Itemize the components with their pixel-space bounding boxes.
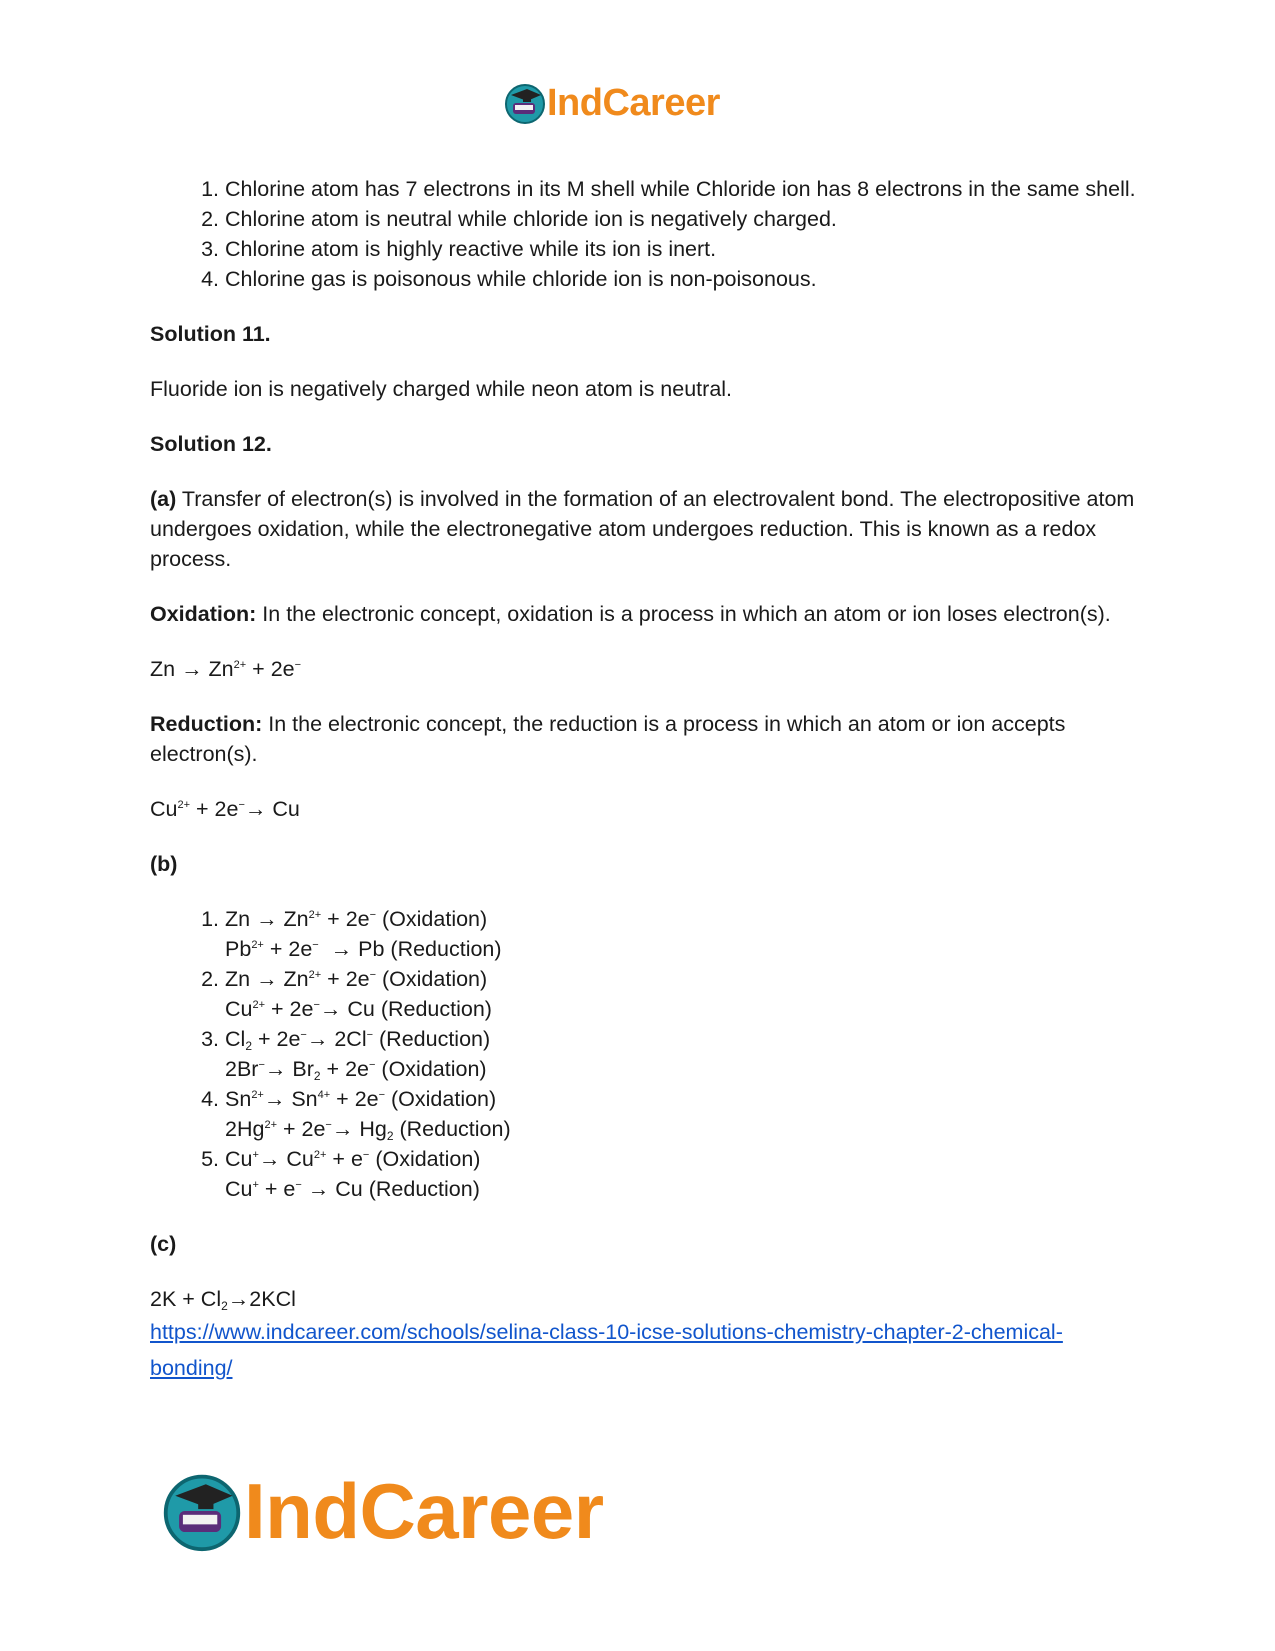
chlorine-comparison-list xyxy=(150,174,1140,294)
brand-name: IndCareer xyxy=(244,1467,604,1555)
list-item: 4. Chlorine gas is poisonous while chloride ion is non-poisonous. xyxy=(225,264,1140,294)
brand-logo-bottom xyxy=(160,1468,604,1554)
document-body xyxy=(150,174,1140,1386)
part-b-label: (b) xyxy=(150,852,178,876)
source-link[interactable]: https://www.indcareer.com/schools/selina-class-10-icse-solutions-chemistry-chapter-2-chemical- bonding/ xyxy=(150,1320,1063,1380)
oxidation-paragraph: Oxidation: In the electronic concept, oxidation is a process in which an atom or ion loses electron(s). xyxy=(150,602,1111,626)
solution-11-heading: Solution 11. xyxy=(150,322,271,346)
list-item: 3. $Cl_2 + 2e^-\to 2Cl^-$ (Reduction) $2Br^-\to Br_2 + 2e^-$ (Oxidation) xyxy=(225,1024,1140,1084)
part-c-equation: $2K + Cl_2\to 2KCl$ xyxy=(150,1287,296,1313)
reduction-equation: $Cu^{2+} + 2e^-\to Cu$ xyxy=(150,797,300,821)
oxidation-equation: $Zn \to Zn^{2+} + 2e^-$ xyxy=(150,657,302,681)
list-item: 3. Chlorine atom is highly reactive while its ion is inert. xyxy=(225,234,1140,264)
brand-name: IndCareer xyxy=(547,82,720,124)
list-item: 5. $Cu^+\to Cu^{2+} + e^-$ (Oxidation) Cu+ + e− → Cu (Reduction) xyxy=(225,1144,1140,1204)
part-a-paragraph: (a) Transfer of electron(s) is involved in the formation of an electrovalent bond. The electropositive atom undergoes oxidation, while the electronegative atom undergoes reduction. This is known as a redox process. xyxy=(150,487,1135,571)
graduation-book-icon xyxy=(503,81,547,125)
list-item: 2. Chlorine atom is neutral while chloride ion is negatively charged. xyxy=(225,204,1140,234)
part-c-label: (c) xyxy=(150,1232,177,1256)
graduation-book-icon xyxy=(160,1469,244,1553)
redox-equations-list xyxy=(150,904,1140,1204)
solution-12-heading: Solution 12. xyxy=(150,432,272,456)
list-item: 2. $Zn \to Zn^{2+} + 2e^-$ (Oxidation) $Cu^{2+} + 2e^-\to Cu$ (Reduction) xyxy=(225,964,1140,1024)
reduction-paragraph: Reduction: In the electronic concept, the reduction is a process in which an atom or ion accepts electron(s). xyxy=(150,712,1066,766)
brand-logo-top xyxy=(503,80,720,126)
list-item: 4. $Sn^{2+}\to Sn^{4+} + 2e^-$ (Oxidation) $2Hg^{2+} + 2e^-\to Hg_2$ (Reduction) xyxy=(225,1084,1140,1144)
solution-11-text: Fluoride ion is negatively charged while neon atom is neutral. xyxy=(150,377,733,401)
list-item: 1. Chlorine atom has 7 electrons in its M shell while Chloride ion has 8 electrons in the same shell. xyxy=(225,174,1140,204)
list-item: 1. $Zn \to Zn^{2+} + 2e^-$ (Oxidation) $Pb^{2+} + 2e^- \to Pb$ (Reduction) xyxy=(225,904,1140,964)
